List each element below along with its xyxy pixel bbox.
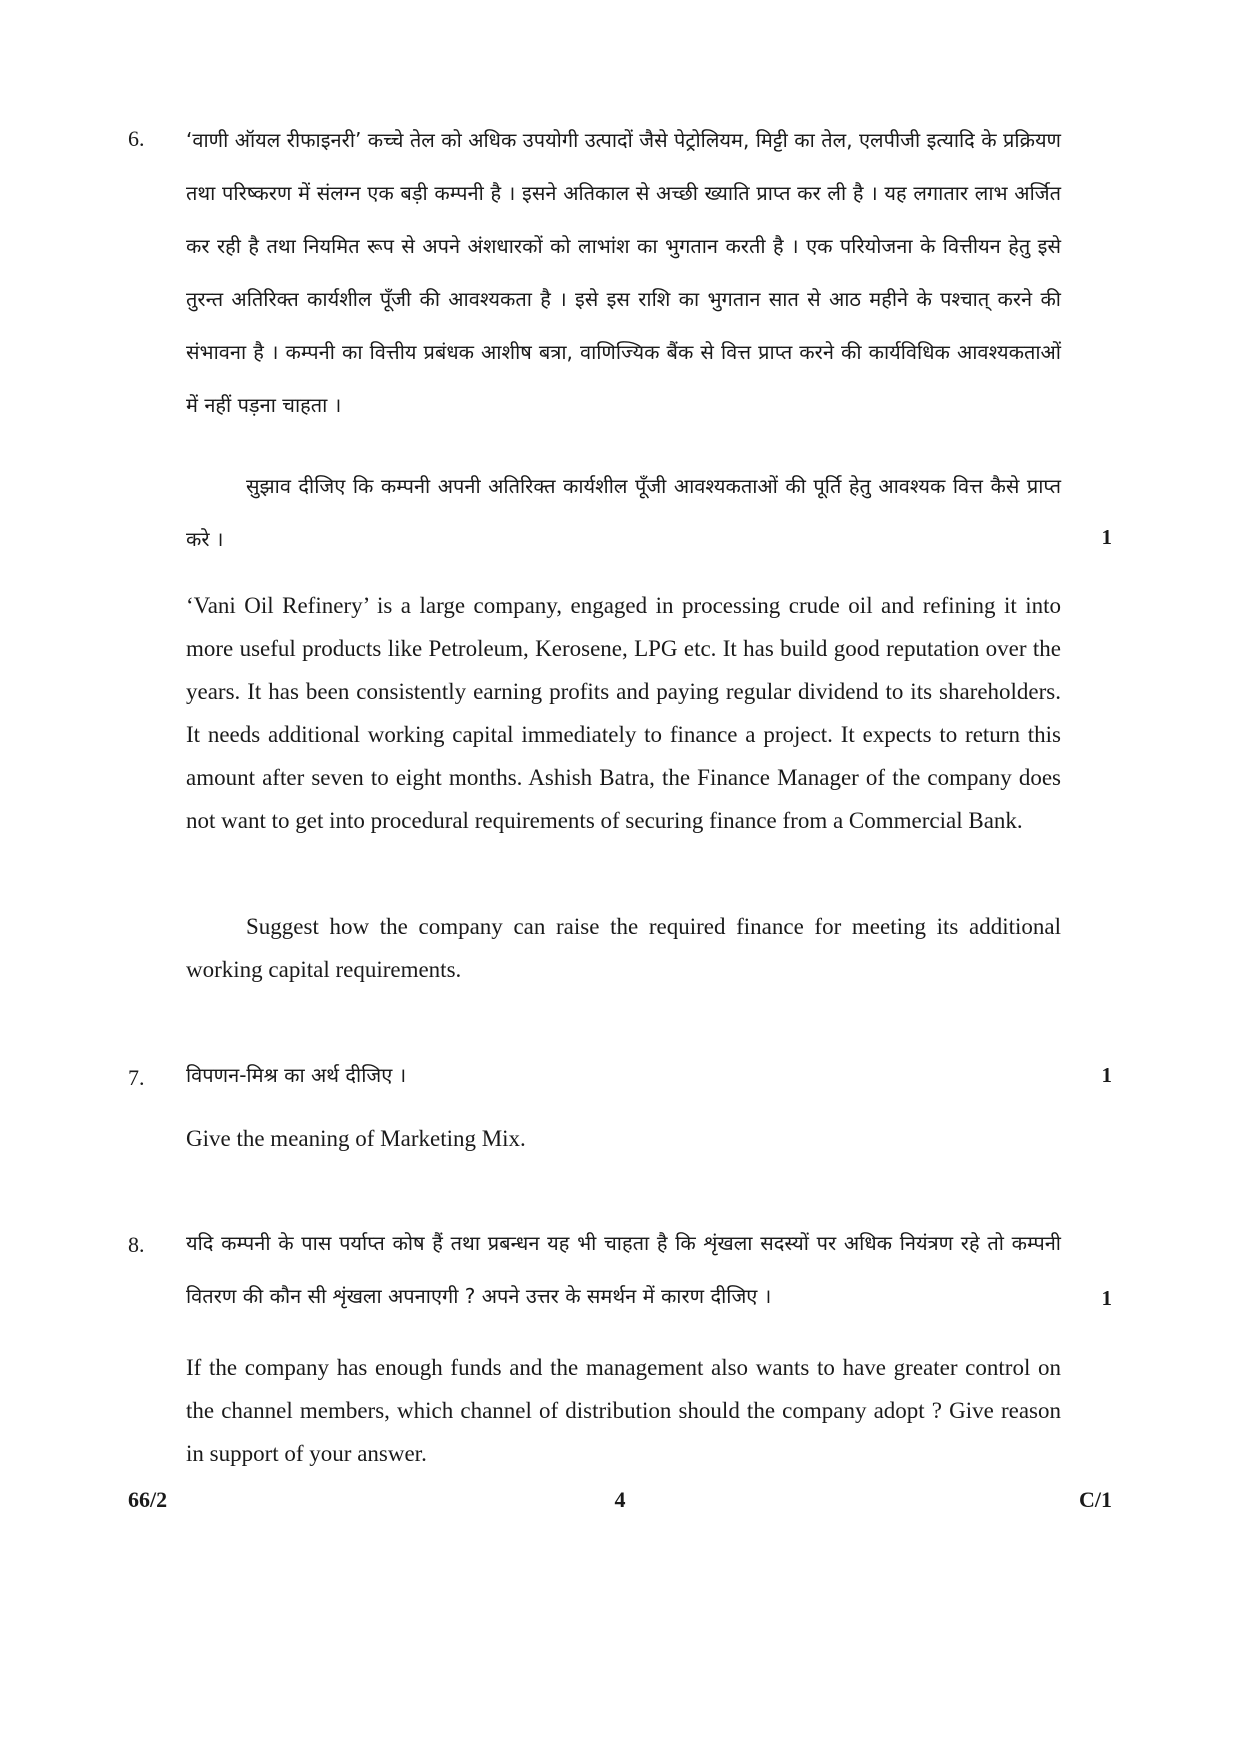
marks-label: 1	[1101, 525, 1112, 549]
question-number: 6.	[128, 126, 145, 151]
paper-code: 66/2	[128, 1487, 168, 1512]
question-6-english-question: Suggest how the company can raise the required finance for meeting its additional working capital requirements.	[186, 914, 1061, 982]
question-6-hindi-paragraph: ‘वाणी ऑयल रीफाइनरी’ कच्चे तेल को अधिक उपयोगी उत्पादों जैसे पेट्रोलियम, मिट्टी का तेल, एलपीजी इत्यादि के प्रक्रियण तथा परिष्करण में संलग्न एक बड़ी कम्पनी है । इसने अतिकाल से अच्छी ख्याति प्राप्त कर ली है । यह लगातार लाभ अर्जित कर रही है तथा नियमित रूप से अपने अंशधारकों को लाभांश का भुगतान करती है । एक परियोजना के वित्तीयन हेतु इसे तुरन्त अतिरिक्त कार्यशील पूँजी की आवश्यकता है । इसे इस राशि का भुगतान सात से आठ महीने के पश्चात् करने की संभावना है । कम्पनी का वित्तीय प्रबंधक आशीष बत्रा, वाणिज्यिक बैंक से वित्त प्राप्त करने की कार्यविधिक आवश्यकताओं में नहीं पड़ना चाहता ।	[186, 128, 1061, 417]
question-number: 8.	[128, 1232, 145, 1257]
set-code: C/1	[1079, 1487, 1112, 1512]
question-6-hindi-question: सुझाव दीजिए कि कम्पनी अपनी अतिरिक्त कार्यशील पूँजी आवश्यकताओं की पूर्ति हेतु आवश्यक वित्त कैसे प्राप्त करे ।	[186, 474, 1061, 551]
question-6-english-paragraph: ‘Vani Oil Refinery’ is a large company, engaged in processing crude oil and refining it into more useful products like Petroleum, Kerosene, LPG etc. It has build good reputation over the years. It has been consistently earning profits and paying regular dividend to its shareholders. It needs additional working capital immediately to finance a project. It expects to return this amount after seven to eight months. Ashish Batra, the Finance Manager of the company does not want to get into procedural requirements of securing finance from a Commercial Bank.	[186, 593, 1061, 833]
question-number: 7.	[128, 1065, 145, 1090]
page-number: 4	[614, 1487, 626, 1512]
question-7-hindi-question: विपणन-मिश्र का अर्थ दीजिए ।	[186, 1063, 407, 1087]
marks-label: 1	[1101, 1286, 1112, 1310]
question-7-english-question: Give the meaning of Marketing Mix.	[186, 1126, 526, 1151]
question-8-english-question: If the company has enough funds and the management also wants to have greater control on the channel members, which channel of distribution should the company adopt ? Give reason in support of your answer.	[186, 1355, 1061, 1466]
marks-label: 1	[1101, 1063, 1112, 1087]
question-8-hindi-question: यदि कम्पनी के पास पर्याप्त कोष हैं तथा प्रबन्धन यह भी चाहता है कि शृंखला सदस्यों पर अधिक नियंत्रण रहे तो कम्पनी वितरण की कौन सी शृंखला अपनाएगी ? अपने उत्तर के समर्थन में कारण दीजिए ।	[186, 1231, 1061, 1308]
